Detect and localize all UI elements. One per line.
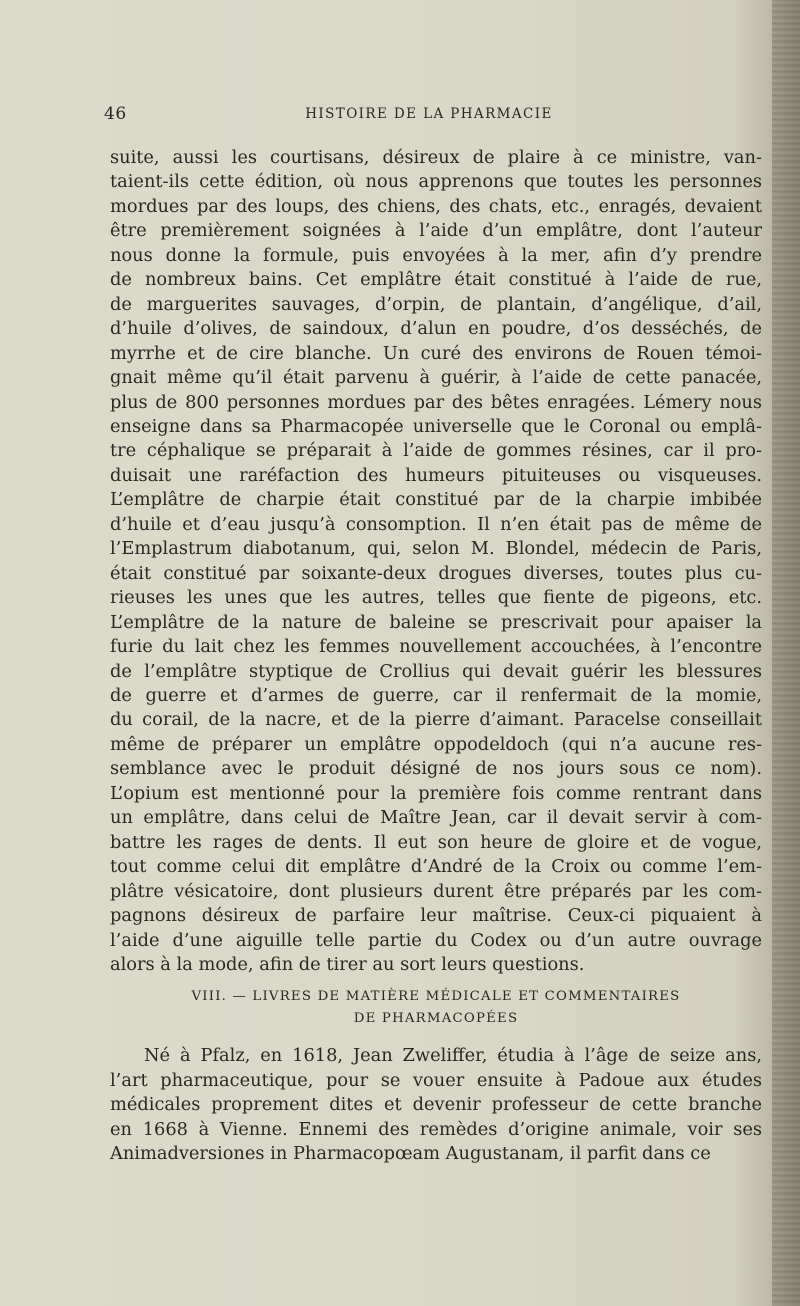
page-header — [104, 104, 754, 128]
page-edge-shadow — [772, 0, 800, 1306]
text-line: Animadversiones in Pharmacopœam Augustanam, il parfit dans ce — [110, 1143, 711, 1165]
text-line: L’opium est mentionné pour la première fois comme rentrant dans — [110, 782, 762, 804]
text-line: semblance avec le produit désigné de nos jours sous ce nom). — [110, 758, 762, 780]
running-title: HISTOIRE DE LA PHARMACIE — [305, 106, 553, 122]
text-line: battre les rages de dents. Il eut son heure de gloire et de vogue, — [110, 831, 762, 853]
paragraph-emplatres — [110, 146, 762, 977]
text-line: mordues par des loups, des chiens, des chats, etc., enragés, devaient — [110, 195, 762, 217]
text-line: duisait une raréfaction des humeurs pituiteuses ou visqueuses. — [110, 464, 762, 486]
text-line: d’huile et d’eau jusqu’à consomption. Il n’en était pas de même de — [110, 513, 762, 535]
text-line: l’art pharmaceutique, pour se vouer ensuite à Padoue aux études — [110, 1069, 762, 1091]
text-line: d’huile d’olives, de saindoux, d’alun en poudre, d’os desséchés, de — [110, 318, 762, 340]
text-line: tout comme celui dit emplâtre d’André de la Croix ou comme l’em- — [110, 856, 762, 878]
text-line: L’emplâtre de charpie était constitué par de la charpie imbibée — [110, 489, 762, 511]
text-line: rieuses les unes que les autres, telles que fiente de pigeons, etc. — [110, 587, 762, 609]
text-line: du corail, de la nacre, et de la pierre d’aimant. Paracelse conseillait — [110, 709, 762, 731]
text-line: myrrhe et de cire blanche. Un curé des environs de Rouen témoi- — [110, 342, 762, 364]
text-line: gnait même qu’il était parvenu à guérir, à l’aide de cette panacée, — [110, 367, 762, 389]
section-heading — [110, 986, 762, 1030]
section-heading-line-2: DE PHARMACOPÉES — [353, 1011, 519, 1026]
text-line: de marguerites sauvages, d’orpin, de plantain, d’angélique, d’ail, — [110, 293, 762, 315]
text-line: L’emplâtre de la nature de baleine se prescrivait pour apaiser la — [110, 611, 762, 633]
text-line: de l’emplâtre styptique de Crollius qui devait guérir les blessures — [110, 660, 762, 682]
text-line: Né à Pfalz, en 1618, Jean Zweliffer, étudia à l’âge de seize ans, — [144, 1045, 762, 1066]
text-line: l’aide d’une aiguille telle partie du Codex ou d’un autre ouvrage — [110, 929, 762, 951]
text-line: être premièrement soignées à l’aide d’un emplâtre, dont l’auteur — [110, 220, 762, 242]
section-heading-line-1: VIII. — LIVRES DE MATIÈRE MÉDICALE ET COMMENTAIRES — [191, 989, 681, 1004]
text-line: plus de 800 personnes mordues par des bêtes enragées. Lémery nous — [110, 391, 762, 413]
text-line: en 1668 à Vienne. Ennemi des remèdes d’origine animale, voir ses — [110, 1118, 762, 1140]
text-line: tre céphalique se préparait à l’aide de gommes résines, car il pro- — [110, 440, 762, 462]
text-line: de nombreux bains. Cet emplâtre était constitué à l’aide de rue, — [110, 269, 762, 291]
text-line: alors à la mode, afin de tirer au sort leurs questions. — [110, 953, 585, 975]
text-line: suite, aussi les courtisans, désireux de plaire à ce ministre, van- — [110, 147, 762, 168]
text-line: était constitué par soixante-deux drogues diverses, toutes plus cu- — [110, 562, 762, 584]
text-line: même de préparer un emplâtre oppodeldoch (qui n’a aucune res- — [110, 733, 762, 755]
text-line: pagnons désireux de parfaire leur maîtrise. Ceux-ci piquaient à — [110, 905, 762, 927]
page-number: 46 — [104, 104, 127, 124]
text-line: l’Emplastrum diabotanum, qui, selon M. Blondel, médecin de Paris, — [110, 538, 762, 560]
text-line: médicales proprement dites et devenir professeur de cette branche — [110, 1094, 762, 1116]
text-line: taient-ils cette édition, où nous apprenons que toutes les personnes — [110, 171, 762, 193]
paragraph-zweliffer — [110, 1044, 762, 1167]
text-line: enseigne dans sa Pharmacopée universelle que le Coronal ou emplâ- — [110, 415, 762, 437]
text-line: furie du lait chez les femmes nouvellement accouchées, à l’encontre — [110, 636, 762, 658]
text-line: plâtre vésicatoire, dont plusieurs durent être préparés par les com- — [110, 880, 762, 902]
text-line: de guerre et d’armes de guerre, car il renfermait de la momie, — [110, 684, 762, 706]
text-line: un emplâtre, dans celui de Maître Jean, car il devait servir à com- — [110, 807, 762, 829]
text-line: nous donne la formule, puis envoyées à la mer, afin d’y prendre — [110, 244, 762, 266]
